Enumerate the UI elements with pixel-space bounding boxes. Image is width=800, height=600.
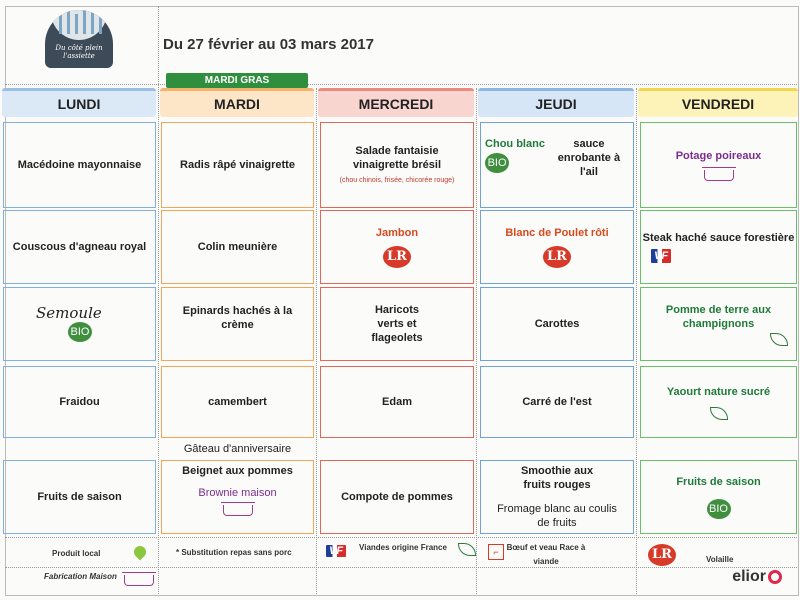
mercredi-fromage [320,366,474,438]
bio-icon: BIO [707,499,731,519]
legend-boeuf-veau: Bœuf et veau Race à viande [506,543,586,566]
dish-name: camembert [208,396,267,408]
grid-line [636,88,637,594]
mardi-plat [161,210,314,284]
dish-name: Haricots verts et flageolets [371,304,423,344]
dish-name: Gâteau d'anniversaire [183,443,292,455]
mardi-accompagnement [161,287,314,361]
dish-name: Carré de l'est [522,396,592,408]
day-header-vendredi: VENDREDI [638,88,798,117]
legend-substitution: * Substitution repas sans porc [176,548,292,557]
legend-produit-local: Produit local [52,549,101,558]
mardi-dessert [161,460,314,534]
dish-name: Compote de pommes [341,491,453,503]
mardi-fromage [161,366,314,438]
homemade-tray-icon [704,170,734,181]
elior-swirl-icon [768,570,782,584]
homemade-tray-icon [124,575,154,586]
legend-fabrication-maison: Fabrication Maison [44,572,117,581]
label-rouge-icon: LR [648,544,676,566]
grid-line [316,88,317,594]
utensils-icon [51,10,107,40]
vendredi-accompagnement [640,287,797,361]
mardi-gras-badge: MARDI GRAS [166,73,308,88]
jeudi-accompagnement [480,287,634,361]
mercredi-accompagnement [320,287,474,361]
dish-name: Steak haché sauce forestière [642,232,795,244]
grid-line [158,6,159,594]
lundi-entree [3,122,156,208]
brand-logo [732,568,782,586]
day-header-lundi: LUNDI [2,88,156,117]
leaf-icon [770,333,788,346]
grid-line [476,88,477,594]
dish-name: Yaourt nature sucré [666,385,771,398]
bio-icon: BIO [68,322,92,342]
dish-name: Beignet aux pommes [182,465,293,477]
homemade-tray-icon [223,505,253,516]
logo-text: Du côté plein l'assiette [55,44,103,60]
grid-line [5,537,797,538]
jeudi-plat [480,210,634,284]
vendredi-entree [640,122,797,208]
grid-line [5,84,797,85]
dish-name: Potage poireaux [675,150,762,162]
viande-francaise-icon: VF [651,249,671,263]
dish-name: Radis râpé vinaigrette [180,159,295,171]
grid-line [5,567,797,568]
day-header-mercredi: MERCREDI [318,88,474,117]
dish-name: Couscous d'agneau royal [12,241,147,253]
lundi-accompagnement [3,287,156,361]
race-a-viande-icon: ⌐ [488,544,504,560]
brand-name: elior [732,568,766,585]
dish-sauce: sauce enrobante à l'ail [557,138,621,178]
viande-francaise-icon: VF [326,545,346,557]
label-rouge-icon: LR [543,246,571,268]
dish-note: (chou chinois, frisée, chicorée rouge) [339,177,455,184]
dish-name: Pomme de terre aux champignons [665,303,772,330]
dish-name: Chou blanc [485,138,545,150]
mardi-gateau [161,440,314,458]
leaf-icon [710,407,728,420]
bio-icon: BIO [485,153,509,173]
page-title: Du 27 février au 03 mars 2017 [163,36,374,53]
logo [45,10,113,68]
dish-name: Fruits de saison [676,476,761,488]
jeudi-dessert [480,460,634,534]
dish-name: Colin meunière [197,241,278,253]
vendredi-plat [640,210,797,284]
legend-viandes-origine-france: Viandes origine France [359,543,447,552]
dish-alternative: Fromage blanc au coulis de fruits [497,503,617,529]
mercredi-plat [320,210,474,284]
mercredi-dessert [320,460,474,534]
lundi-plat [3,210,156,284]
dish-name: Salade fantaisie vinaigrette brésil [352,145,442,171]
legend-volaille: Volaille [706,555,734,564]
dish-name: Jambon [375,227,419,239]
dish-name: Fraidou [59,396,100,408]
lundi-dessert [3,460,156,534]
dish-name: Carottes [534,318,580,330]
mercredi-entree [320,122,474,208]
dish-name: Edam [382,396,412,408]
day-header-mardi: MARDI [160,88,314,117]
dish-alternative: Brownie maison [198,487,277,499]
dish-name: Epinards hachés à la crème [182,305,293,331]
dish-name: Macédoine mayonnaise [17,159,142,171]
dish-name: Blanc de Poulet rôti [505,227,609,239]
jeudi-fromage [480,366,634,438]
handwritten-note: Semoule [36,304,102,322]
label-rouge-icon: LR [383,246,411,268]
lundi-fromage [3,366,156,438]
dish-name: Fruits de saison [37,491,122,503]
dish-name: Smoothie aux fruits rouges [520,465,594,491]
vendredi-fromage [640,366,797,438]
jeudi-entree [480,122,634,208]
day-header-jeudi: JEUDI [478,88,634,117]
mardi-entree [161,122,314,208]
vendredi-dessert [640,460,797,534]
